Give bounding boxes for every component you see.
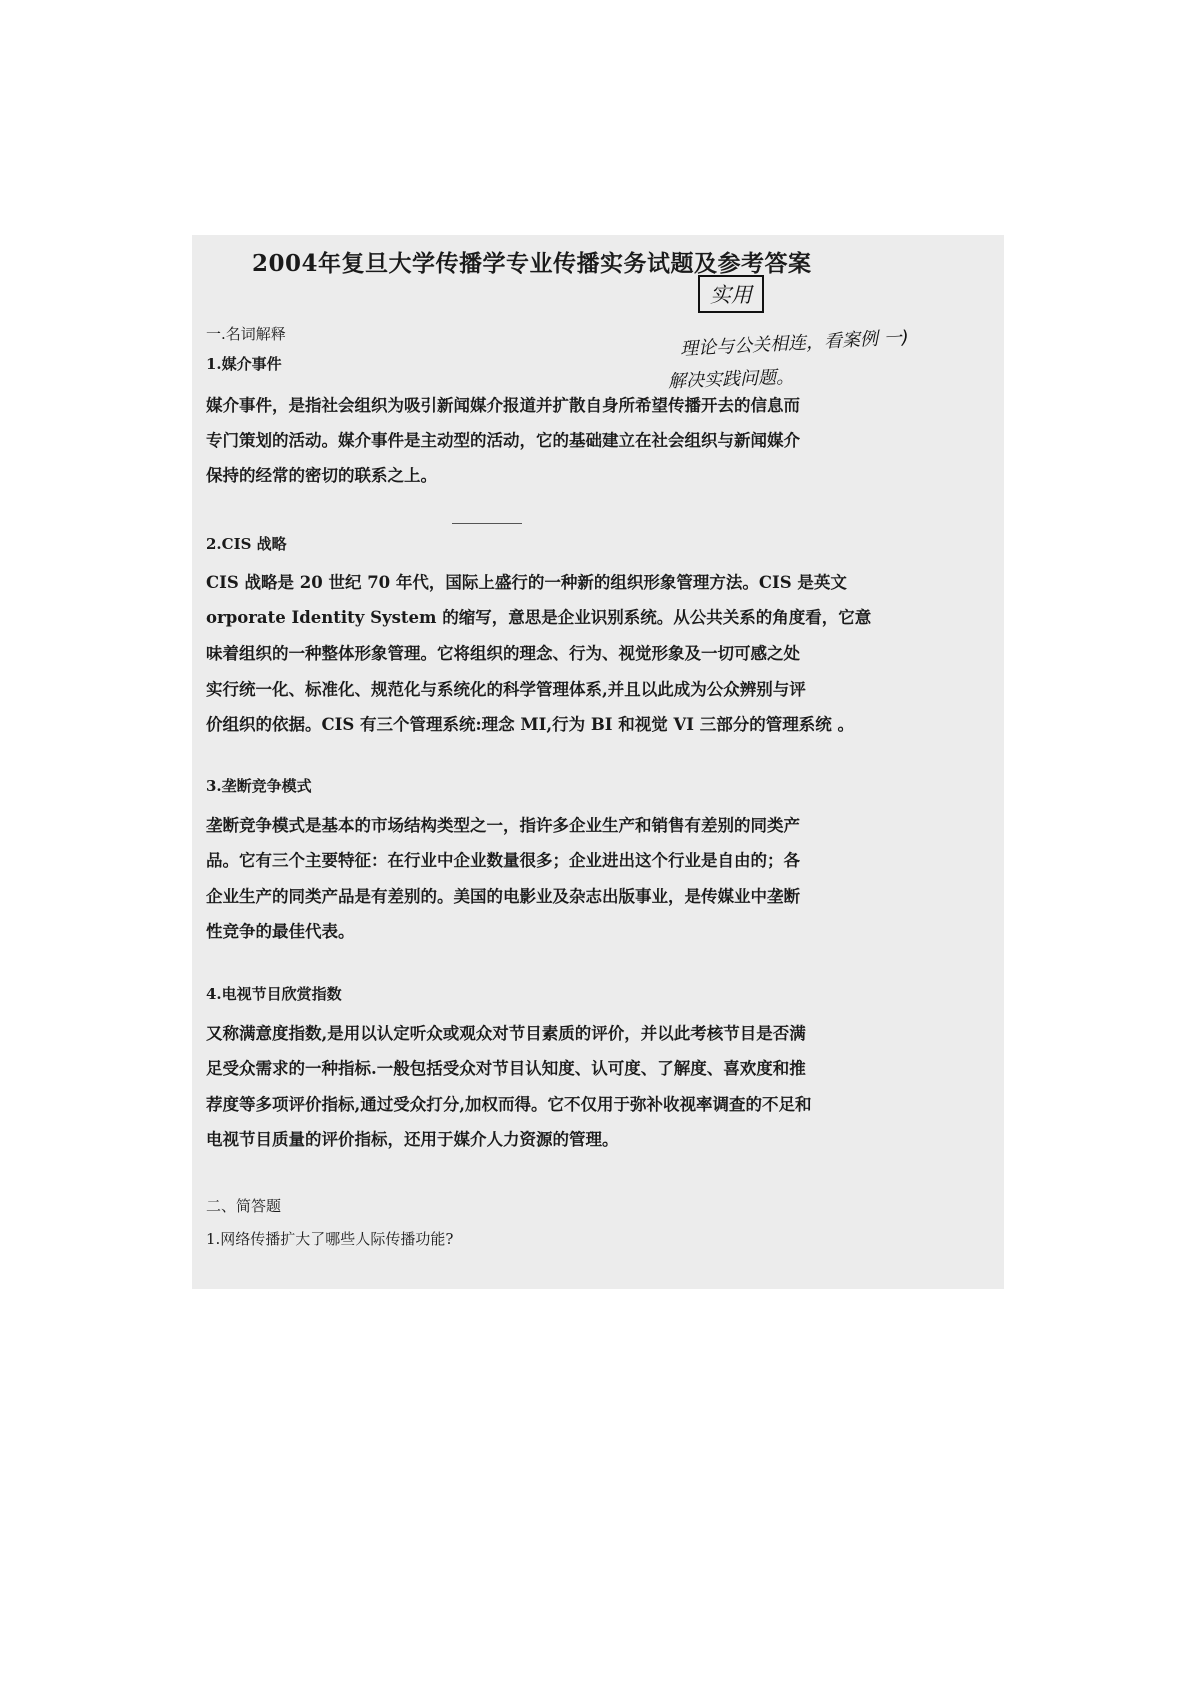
handwritten-note-1: 理论与公关相连，看案例 一) (679, 327, 910, 360)
section-heading: 一.名词解释 (206, 325, 286, 343)
handwritten-stamp: 实用 (698, 275, 764, 313)
document-title: 2004年复旦大学传播学专业传播实务试题及参考答案 (252, 250, 812, 277)
paragraph-line: 荐度等多项评价指标,通过受众打分,加权而得。它不仅用于弥补收视率调查的不足和 (206, 1095, 812, 1114)
paragraph-line: 电视节目质量的评价指标，还用于媒介人力资源的管理。 (206, 1130, 619, 1149)
paragraph-line: 味着组织的一种整体形象管理。它将组织的理念、行为、视觉形象及一切可感之处 (206, 644, 800, 663)
term-title: 2.CIS 战略 (206, 535, 287, 553)
paragraph-line: 垄断竞争模式是基本的市场结构类型之一，指许多企业生产和销售有差别的同类产 (206, 816, 800, 835)
handwritten-note-2: 解决实践问题。 (667, 366, 795, 393)
paragraph-line: 实行统一化、标准化、规范化与系统化的科学管理体系,并且以此成为公众辨别与评 (206, 680, 806, 699)
paragraph-line: 又称满意度指数,是用以认定听众或观众对节目素质的评价，并以此考核节目是否满 (206, 1024, 806, 1043)
paragraph-line: 专门策划的活动。媒介事件是主动型的活动，它的基础建立在社会组织与新闻媒介 (206, 431, 800, 450)
term-title: 4.电视节目欣赏指数 (206, 985, 342, 1003)
paragraph-line: 性竞争的最佳代表。 (206, 922, 355, 941)
paragraph-line: 价组织的依据。CIS 有三个管理系统:理念 MI,行为 BI 和视觉 VI 三部分的管理系统 。 (206, 715, 854, 734)
paragraph-line: 企业生产的同类产品是有差别的。美国的电影业及杂志出版事业，是传媒业中垄断 (206, 887, 800, 906)
term-title: 3.垄断竞争模式 (206, 777, 312, 795)
term-title: 1.媒介事件 (206, 355, 282, 373)
paragraph-line: 足受众需求的一种指标.一般包括受众对节目认知度、认可度、了解度、喜欢度和推 (206, 1059, 806, 1078)
paragraph-line: CIS 战略是 20 世纪 70 年代，国际上盛行的一种新的组织形象管理方法。CIS 是英文 (206, 573, 847, 592)
question-line: 1.网络传播扩大了哪些人际传播功能? (206, 1230, 454, 1248)
section-heading: 二、简答题 (206, 1197, 282, 1215)
scanned-page (192, 235, 1004, 1289)
paragraph-line: 媒介事件，是指社会组织为吸引新闻媒介报道并扩散自身所希望传播开去的信息而 (206, 396, 800, 415)
paragraph-line: 品。它有三个主要特征：在行业中企业数量很多；企业进出这个行业是自由的；各 (206, 851, 800, 870)
paragraph-line: 保持的经常的密切的联系之上。 (206, 466, 437, 485)
paragraph-line: orporate Identity System 的缩写，意思是企业识别系统。从公共关系的角度看，它意 (206, 608, 872, 627)
divider (452, 523, 522, 524)
